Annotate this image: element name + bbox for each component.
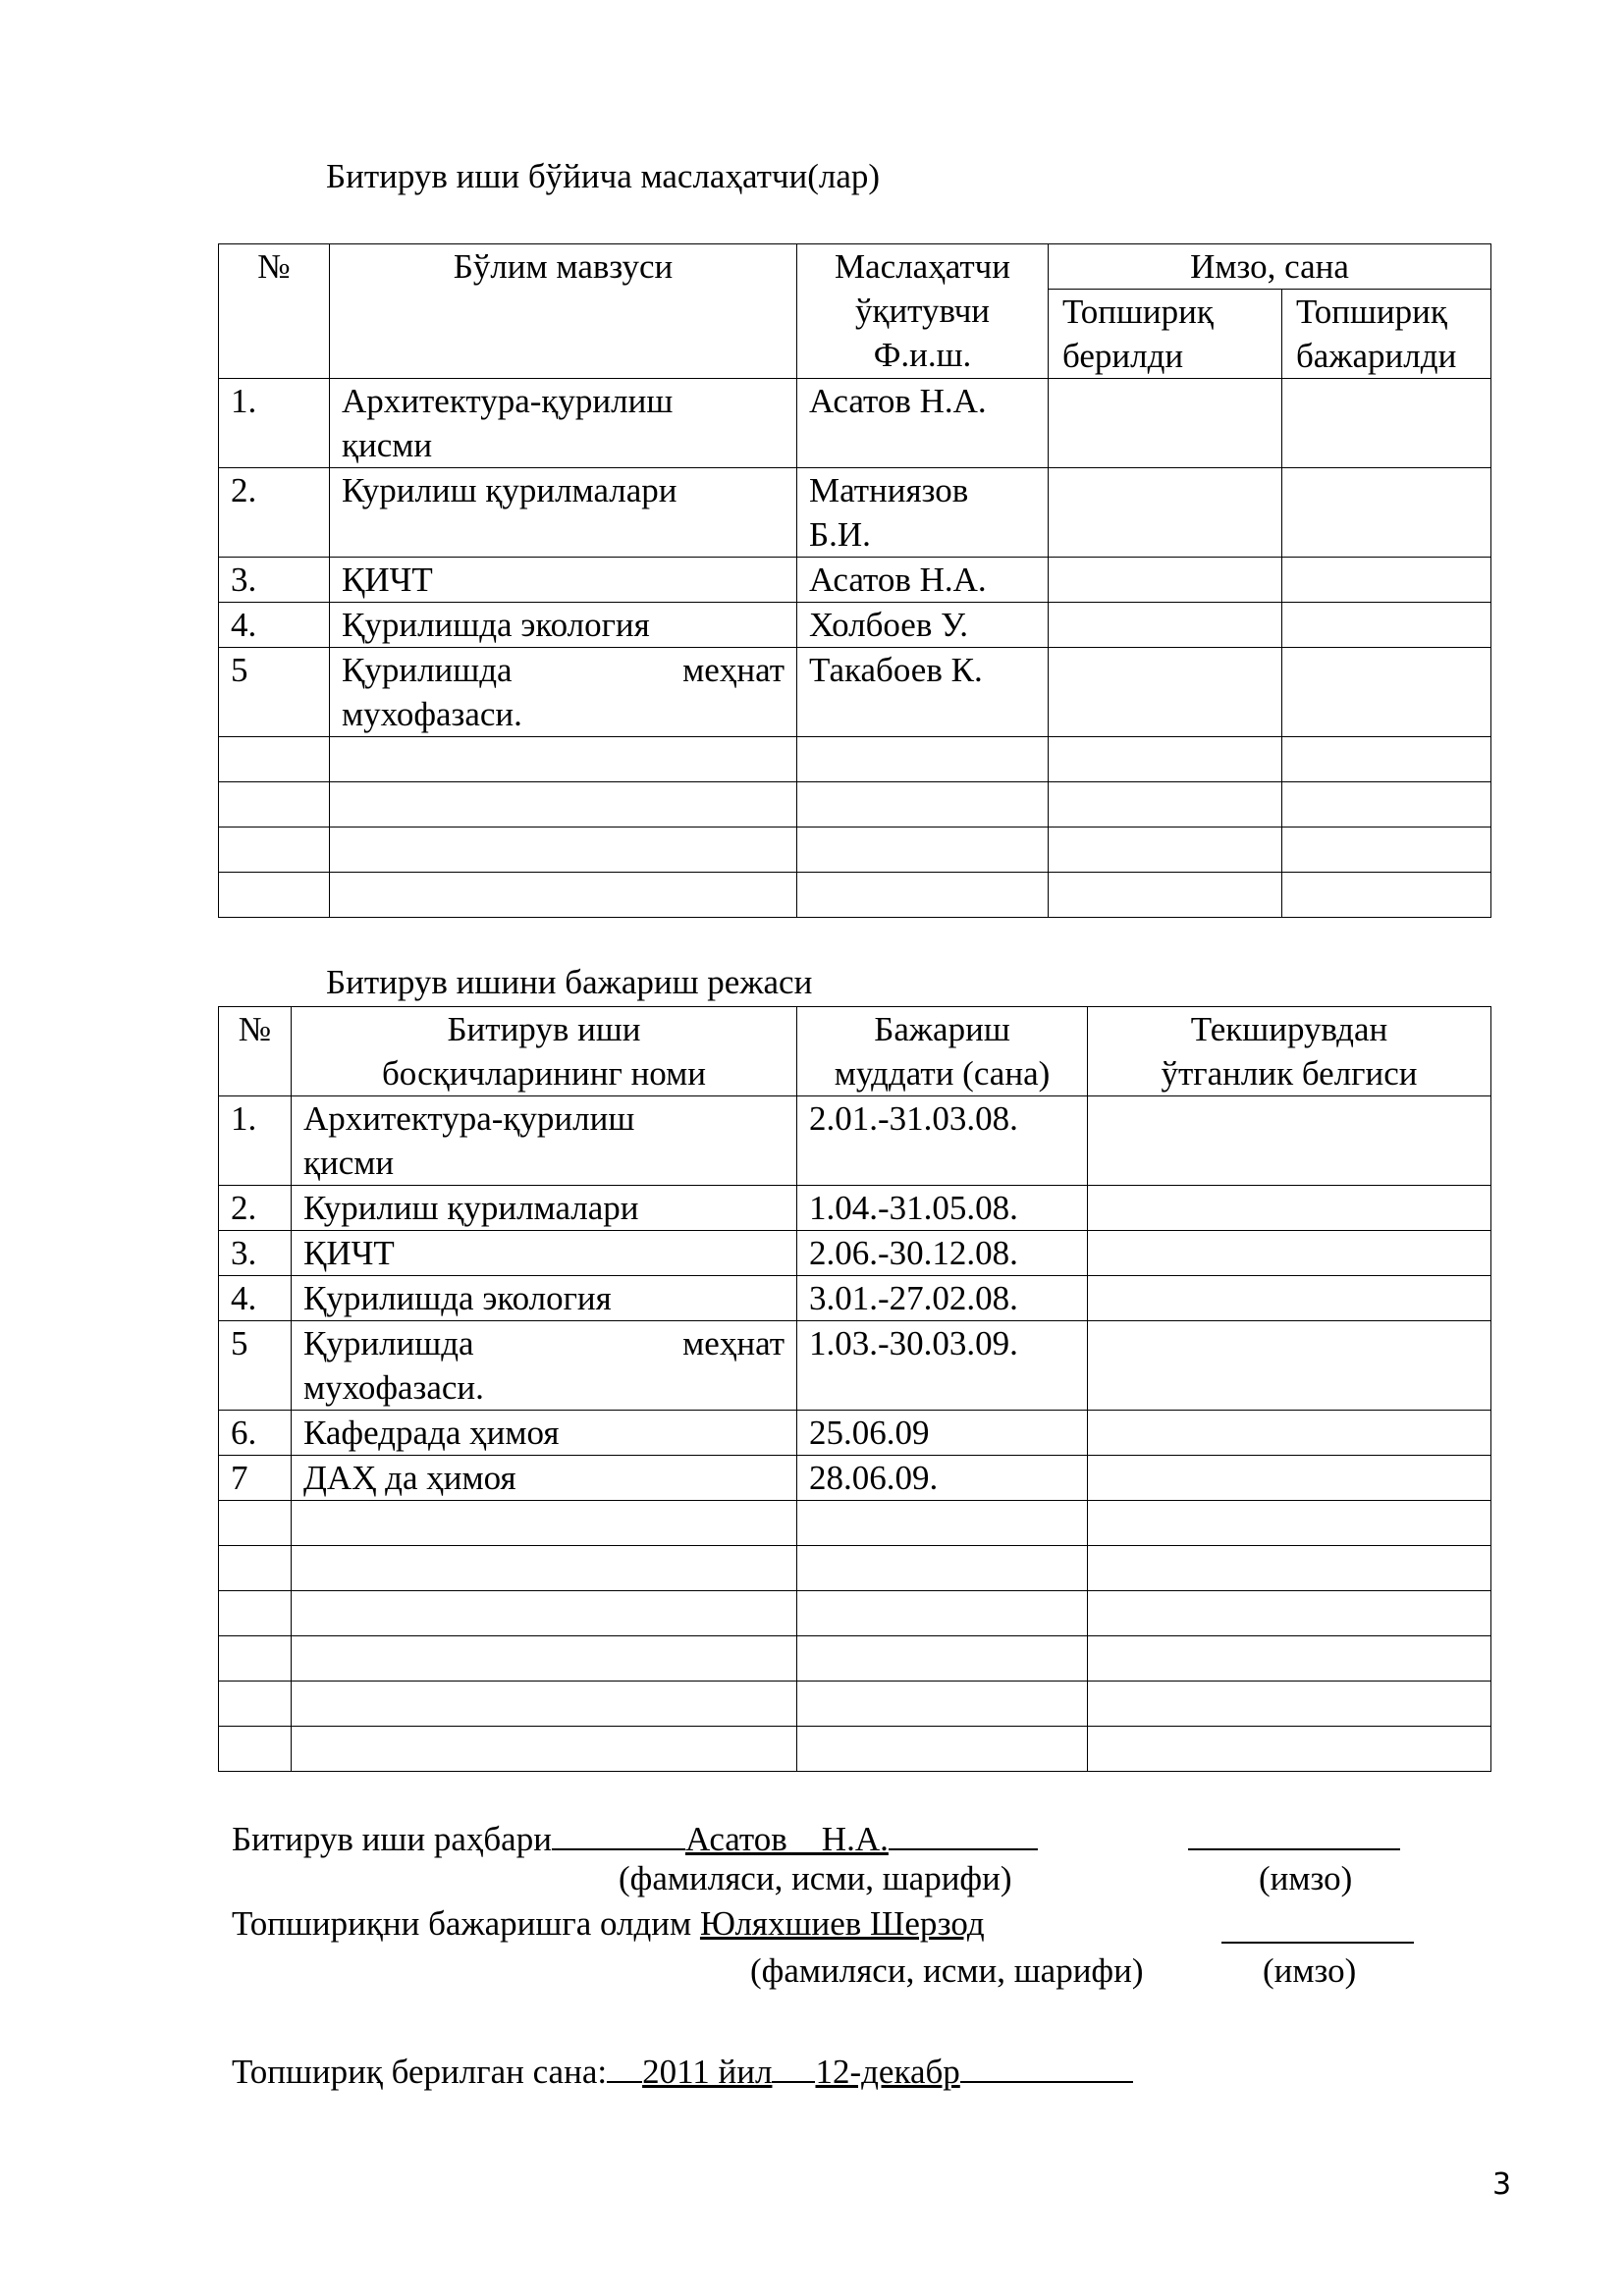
supervisor-label: Битирув иши раҳбари — [232, 1820, 552, 1858]
plan-title: Битирув ишини бажариш режаси — [326, 963, 813, 1001]
header-section: Бўлим мавзуси — [330, 244, 797, 379]
table-row: 3. ҚИЧТ 2.06.-30.12.08. — [219, 1231, 1491, 1276]
student-sign-hint: (имзо) — [1263, 1951, 1357, 1990]
header-term: Бажариш муддати (сана) — [797, 1007, 1088, 1096]
header-sign-date: Имзо, сана — [1049, 244, 1491, 290]
header-task-done: Топшириқ бажарилди — [1282, 290, 1491, 379]
table-row: 3. ҚИЧТ Асатов Н.А. — [219, 558, 1491, 603]
header-num: № — [219, 244, 330, 379]
student-name: Юляхшиев Шерзод — [699, 1904, 985, 1943]
consultants-table — [218, 243, 1491, 918]
student-fio-hint: (фамиляси, исми, шарифи) — [750, 1951, 1144, 1990]
table-row: 4. Қурилишда экология Холбоев У. — [219, 603, 1491, 648]
table-row: 7 ДАҲ да ҳимоя 28.06.09. — [219, 1456, 1491, 1501]
table-row: 1. Архитектура-қурилиш қисми Асатов Н.А. — [219, 379, 1491, 468]
table-row: 2. Курилиш қурилмалари 1.04.-31.05.08. — [219, 1186, 1491, 1231]
consultants-title: Битирув иши бўйича маслаҳатчи(лар) — [326, 157, 881, 195]
table-row: 1. Архитектура-қурилиш қисми 2.01.-31.03.08. — [219, 1096, 1491, 1186]
table-row-empty — [219, 782, 1491, 828]
header-check: Текширувдан ўтганлик белгиси — [1088, 1007, 1491, 1096]
plan-table — [218, 1006, 1491, 1772]
supervisor-name: Асатов Н.А. — [684, 1820, 889, 1858]
table-row: 2. Курилиш қурилмалари Матниязов Б.И. — [219, 468, 1491, 558]
table-row: 6. Кафедрада ҳимоя 25.06.09 — [219, 1411, 1491, 1456]
table-row-empty — [219, 1591, 1491, 1636]
table-row: 4. Қурилишда экология 3.01.-27.02.08. — [219, 1276, 1491, 1321]
table-row-empty — [219, 737, 1491, 782]
date-day: 12-декабр — [815, 2053, 960, 2091]
header-task-given: Топшириқ берилди — [1049, 290, 1282, 379]
table-row-empty — [219, 873, 1491, 918]
table-row-empty — [219, 1682, 1491, 1727]
date-line — [232, 2046, 1133, 2092]
table-row: 5 Қурилишда меҳнат мухофазаси. Такабоев К. — [219, 648, 1491, 737]
supervisor-sign-hint: (имзо) — [1259, 1859, 1353, 1897]
table-row: 5 Қурилишда меҳнат мухофазаси. 1.03.-30.03.09. — [219, 1321, 1491, 1411]
student-signature-blank — [1221, 1906, 1414, 1944]
header-stage: Битирув иши босқичларининг номи — [292, 1007, 797, 1096]
supervisor-fio-hint: (фамиляси, исми, шарифи) — [619, 1859, 1012, 1897]
header-consultant: Маслаҳатчи ўқитувчи Ф.и.ш. — [797, 244, 1049, 379]
table-row-empty — [219, 1636, 1491, 1682]
table-row-empty — [219, 828, 1491, 873]
header-num: № — [219, 1007, 292, 1096]
page-number: 3 — [1492, 2167, 1512, 2202]
date-year: 2011 йил — [642, 2053, 773, 2091]
table-row-empty — [219, 1501, 1491, 1546]
date-label: Топшириқ берилган сана: — [232, 2053, 608, 2091]
student-line — [232, 1904, 985, 1944]
supervisor-line — [232, 1813, 1038, 1859]
supervisor-signature-blank — [1188, 1813, 1400, 1850]
table-row-empty — [219, 1546, 1491, 1591]
table-row-empty — [219, 1727, 1491, 1772]
student-label: Топшириқни бажаришга олдим — [232, 1904, 692, 1943]
